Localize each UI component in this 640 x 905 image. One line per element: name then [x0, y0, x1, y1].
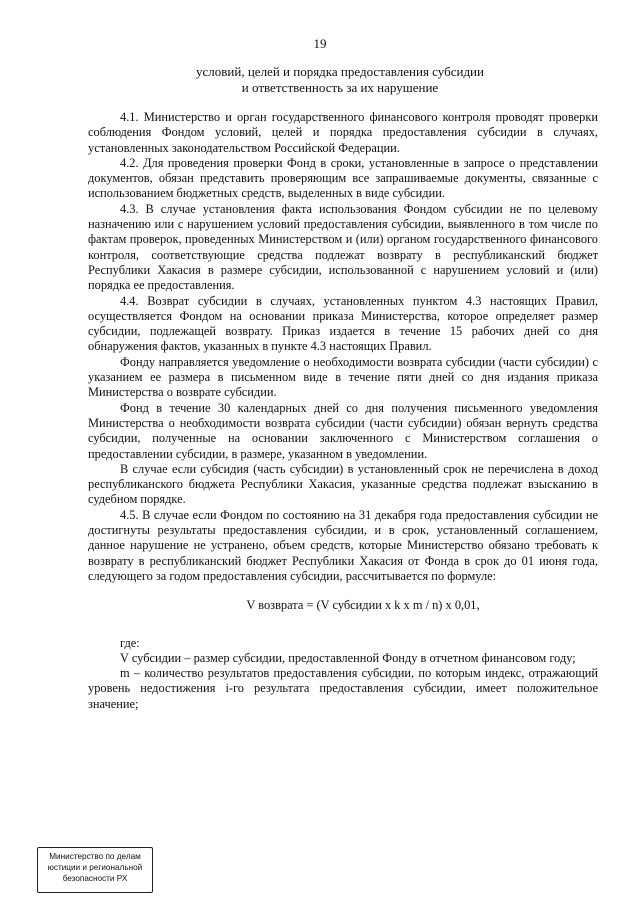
paragraph-4-4: 4.4. Возврат субсидии в случаях, установленных пунктом 4.3 настоящих Правил, осуществляется Фондом на основании приказа Министерства, которое определяет размер субсидии, подлежащей возврату. Приказ издается в течение 15 рабочих дней со дня обнаружения фактов, указанных в пункте 4.3 настоящих Правил. — [88, 293, 598, 354]
formula: V возврата = (V субсидии х k х m / n) х 0,01, — [246, 598, 480, 613]
definition-m: m – количество результатов предоставления субсидии, по которым индекс, отражающий уровень недостижения i-го результата предоставления субсидии, имеет положительное значение; — [88, 666, 598, 711]
stamp-line-3: безопасности РХ — [62, 874, 128, 883]
paragraph-return-term: Фонд в течение 30 календарных дней со дня получения письменного уведомления Министерства о необходимости возврата субсидии (части субсидии) обязан вернуть средства субсидии, полученные на основании заключенного с Министерством соглашения о предоставлении субсидии, в размере, указанном в уведомлении. — [88, 400, 598, 461]
page-number: 19 — [313, 36, 327, 51]
paragraph-4-2: 4.2. Для проведения проверки Фонд в сроки, установленные в запросе о представлении документов, обязан представить проверяющим все запрашиваемые документы, связанные с использованием бюджетных средств, выделенных в виде субсидии. — [88, 155, 598, 201]
heading-line-1: условий, целей и порядка предоставления субсидии — [196, 64, 484, 79]
section-heading — [80, 64, 600, 96]
stamp-line-2: юстиции и региональной — [47, 863, 143, 872]
where-label: где: — [120, 635, 140, 650]
paragraph-4-1: 4.1. Министерство и орган государственного финансового контроля проводят проверки соблюдения Фондом условий, целей и порядка предоставления субсидии в случаях, установленных законодательством Российской Федерации. — [88, 110, 598, 155]
paragraph-notice: Фонду направляется уведомление о необходимости возврата субсидии (части субсидии) с указанием ее размера в письменном виде в течение пяти дней со дня издания приказа Министерства о возврате субсидии. — [88, 354, 598, 400]
definition-v-subsidy: V субсидии – размер субсидии, предоставленной Фонду в отчетном финансовом году; — [120, 650, 576, 665]
heading-line-2: и ответственность за их нарушение — [241, 80, 439, 95]
paragraph-4-5: 4.5. В случае если Фондом по состоянию на 31 декабря года предоставления субсидии не достигнуты результаты предоставления субсидии, и в срок, установленный соглашением, данное нарушение не устранено, объем средств, которые Министерство обязано требовать к возврату в республиканский бюджет Республики Хакасия от Фонда в срок до 01 июня года, следующего за годом предоставления субсидии, рассчитывается по формуле: — [88, 507, 598, 583]
stamp-line-1: Министерство по делам — [49, 852, 141, 861]
paragraph-court-recovery: В случае если субсидия (часть субсидии) в установленный срок не перечислена в доход республиканского бюджета Республики Хакасия, указанные средства подлежат взысканию в судебном порядке. — [88, 461, 598, 507]
ministry-stamp — [37, 847, 153, 893]
document-body — [88, 110, 598, 712]
paragraph-4-3: 4.3. В случае установления факта использования Фондом субсидии не по целевому назначению или с нарушением условий предоставления субсидии, выявленного в том числе по фактам проверок, проведенных Министерством и (или) органом государственного финансового контроля, соответствующие средства подлежат возврату в республиканский бюджет Республики Хакасия в размере субсидии, использованной с нарушением условий и (или) порядка ее предоставления. — [88, 201, 598, 293]
